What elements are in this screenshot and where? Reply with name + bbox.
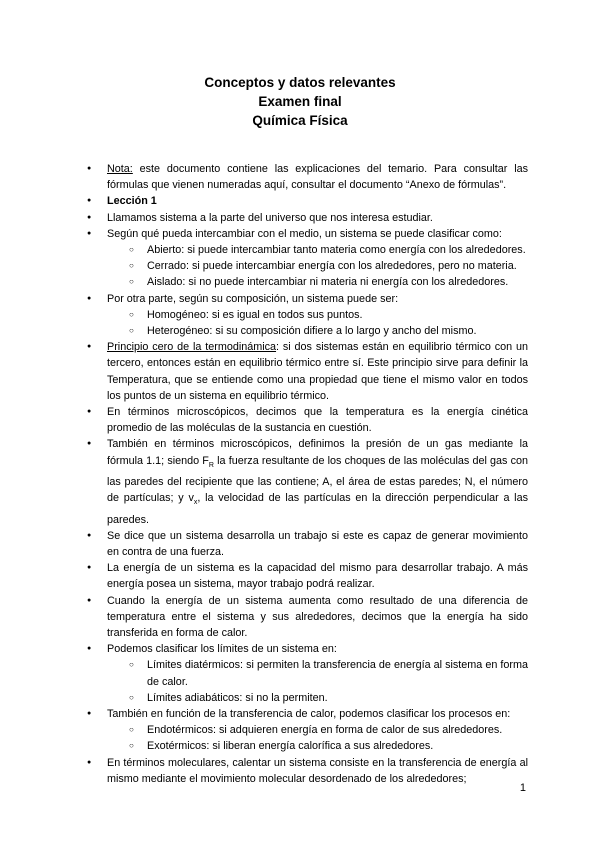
list-item-leccion — [84, 193, 528, 209]
doc-title: Conceptos y datos relevantes — [204, 75, 396, 90]
sublist-item: ○ Exotérmicos: si liberan energía calorífica a sus alrededores. — [107, 738, 528, 754]
procesos-text: También en función de la transferencia de calor, podemos clasificar los procesos en: — [107, 708, 511, 721]
sublist-item: ○ Heterogéneo: si su composición difiere a lo largo y ancho del mismo. — [107, 323, 528, 339]
list-item-composicion — [84, 291, 528, 340]
sublist-item: ○ Aislado: si no puede intercambiar ni materia ni energía con los alrededores. — [107, 274, 528, 290]
presion-text-a: También en términos microscópicos, definimos la presión de un gas mediante la fórmula 1.1; siendo F — [107, 438, 528, 467]
sublist-item: ○ Límites adiabáticos: si no la permiten. — [107, 690, 528, 706]
page-number: 1 — [519, 782, 526, 794]
sublist-item: ○ Homogéneo: si es igual en todos sus puntos. — [107, 307, 528, 323]
list-item-calor — [84, 593, 528, 642]
presion-text-c: , la velocidad de las partículas en la dirección perpendicular a las paredes. — [107, 492, 528, 526]
list-item-principio — [84, 339, 528, 404]
list-item-intercambio — [84, 226, 528, 291]
intercambio-text: Según qué pueda intercambiar con el medio, un sistema se puede clasificar como: — [107, 227, 502, 240]
limites-sublist — [107, 657, 528, 706]
leccion-heading: Lección 1 — [107, 195, 157, 208]
list-item-molecular — [84, 755, 528, 787]
limites-text: Podemos clasificar los límites de un sistema en: — [107, 643, 337, 656]
composicion-text: Por otra parte, según su composición, un sistema puede ser: — [107, 292, 399, 305]
principio-label: Principio cero de la termodinámica — [107, 341, 277, 354]
presion-text-b: la fuerza resultante de los choques de las moléculas del gas con las paredes del recipiente que las contiene; A, el área de estas paredes; N, el número de partículas; y v — [107, 454, 528, 505]
trabajo-text: Se dice que un sistema desarrolla un trabajo si este es capaz de generar movimiento en contra de una fuerza. — [107, 529, 528, 558]
presion-subscript-x: x — [193, 499, 198, 507]
sublist-item: ○ Abierto: si puede intercambiar tanto materia como energía con los alrededores. — [107, 242, 528, 258]
energia-text: La energía de un sistema es la capacidad del mismo para desarrollar trabajo. A más energía posea un sistema, mayor trabajo podrá realizar. — [107, 562, 528, 591]
list-item-limites — [84, 641, 528, 706]
list-item-sistema — [84, 210, 528, 226]
composicion-sublist — [107, 307, 528, 339]
molecular-text: En términos moleculares, calentar un sistema consiste en la transferencia de energía al mismo mediante el movimiento molecular desordenado de los alrededores; — [107, 756, 528, 785]
sublist-item: ○ Cerrado: si puede intercambiar energía con los alrededores, pero no materia. — [107, 258, 528, 274]
principio-text: : si dos sistemas están en equilibrio térmico con un tercero, entonces están en equilibrio térmico entre sí. Este principio sirve para definir la Temperatura, que se entiende como una propiedad que tiene el mismo valor en todos los puntos de un sistema en equilibrio térmico. — [107, 341, 528, 402]
presion-subscript-r: R — [208, 461, 214, 469]
list-item-trabajo — [84, 528, 528, 560]
list-item-nota — [84, 161, 528, 193]
list-item-micro-temp — [84, 404, 528, 436]
intercambio-sublist — [107, 242, 528, 291]
nota-label: Nota: — [107, 163, 133, 175]
doc-subject: Química Física — [252, 113, 348, 128]
micro-temp-text: En términos microscópicos, decimos que la temperatura es la energía cinética promedio de las moléculas de la sustancia en cuestión. — [107, 406, 528, 435]
doc-subtitle: Examen final — [258, 94, 342, 109]
calor-text: Cuando la energía de un sistema aumenta como resultado de una diferencia de temperatura entre el sistema y sus alrededores, decimos que la energía ha sido transferida en forma de calor. — [107, 594, 528, 639]
list-item-energia — [84, 560, 528, 592]
sublist-item: ○ Límites diatérmicos: si permiten la transferencia de energía al sistema en forma de calor. — [107, 657, 528, 689]
content-list — [84, 161, 528, 787]
sublist-item: ○ Endotérmicos: si adquieren energía en forma de calor de sus alrededores. — [107, 722, 528, 738]
sistema-text: Llamamos sistema a la parte del universo que nos interesa estudiar. — [107, 211, 433, 224]
list-item-presion — [84, 436, 528, 527]
nota-text: este documento contiene las explicaciones del temario. Para consultar las fórmulas que vienen numeradas aquí, consultar el documento “Anexo de fórmulas”. — [107, 163, 528, 192]
procesos-sublist — [107, 722, 528, 754]
list-item-procesos — [84, 706, 528, 755]
